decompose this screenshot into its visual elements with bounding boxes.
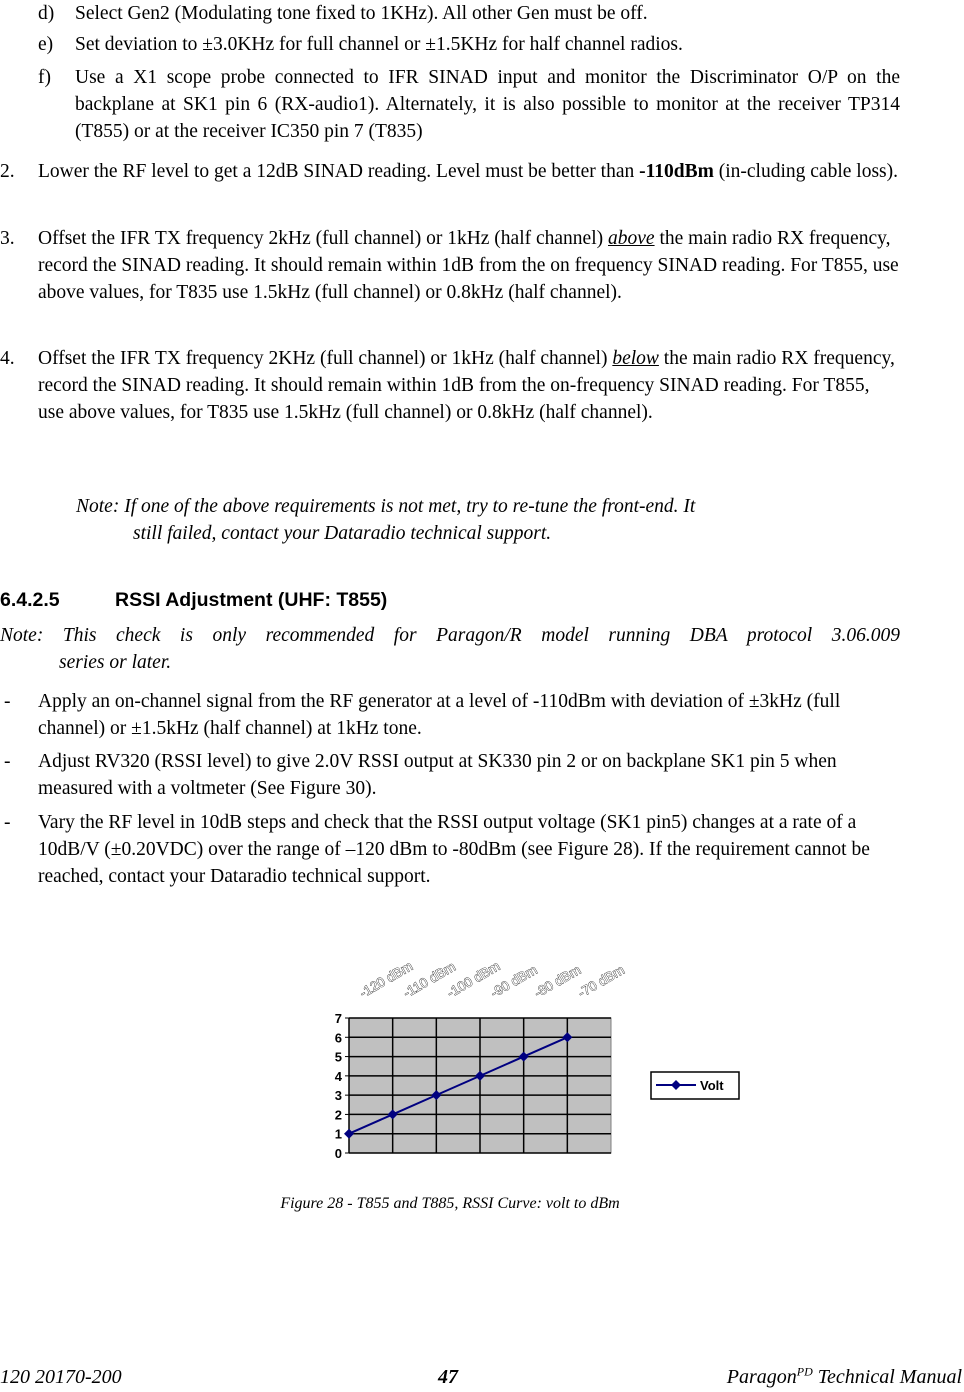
document-number: 120 20170-200 bbox=[0, 1366, 122, 1388]
level-value: -110dBm bbox=[639, 161, 714, 182]
emphasis-above: above bbox=[608, 228, 655, 249]
y-tick-label: 5 bbox=[334, 1049, 342, 1065]
step-number: 4. bbox=[0, 348, 15, 369]
y-tick-label: 4 bbox=[334, 1068, 342, 1084]
bullet-dash: - bbox=[4, 691, 11, 712]
step-text: Select Gen2 (Modulating tone fixed to 1KHz). All other Gen must be off. bbox=[75, 3, 648, 24]
note-line: series or later. bbox=[59, 652, 172, 673]
x-tick-label: -90 dBm bbox=[488, 962, 540, 1001]
step-number: 3. bbox=[0, 228, 15, 249]
x-tick-label: -120 dBm bbox=[357, 958, 416, 1001]
x-tick-label: -80 dBm bbox=[531, 962, 584, 1001]
chart-legend bbox=[651, 1072, 739, 1099]
emphasis-below: below bbox=[612, 348, 659, 369]
y-tick-label: 7 bbox=[334, 1011, 342, 1026]
page-number: 47 bbox=[438, 1366, 458, 1388]
bullet-dash: - bbox=[4, 812, 11, 833]
x-axis-ticks bbox=[357, 958, 627, 1000]
retune-note bbox=[76, 493, 836, 547]
section-number: 6.4.2.5 bbox=[0, 589, 60, 611]
figure-caption: Figure 28 - T855 and T885, RSSI Curve: volt to dBm bbox=[280, 1195, 620, 1212]
y-tick-label: 3 bbox=[334, 1088, 342, 1104]
y-tick-label: 6 bbox=[334, 1030, 342, 1046]
x-tick-label: -70 dBm bbox=[575, 962, 628, 1001]
protocol-note bbox=[0, 622, 900, 676]
instruction-text: Apply an on-channel signal from the RF generator at a level of -110dBm with deviation of ±3kHz (full channel) or ±1.5kHz (half channel) at 1kHz tone. bbox=[38, 691, 841, 739]
instruction-text: Adjust RV320 (RSSI level) to give 2.0V RSSI output at SK330 pin 2 or on backplane SK1 pin 5 when measured with a voltmeter (See Figure 30). bbox=[38, 751, 837, 799]
y-tick-label: 1 bbox=[334, 1126, 342, 1142]
y-tick-label: 2 bbox=[334, 1107, 342, 1123]
step-text: Set deviation to ±3.0KHz for full channel or ±1.5KHz for half channel radios. bbox=[75, 34, 683, 55]
rssi-curve-chart bbox=[300, 930, 760, 1170]
step-label: f) bbox=[38, 67, 51, 88]
manual-title: Paragon$^{PD}$ Technical Manual bbox=[726, 1364, 962, 1388]
note-line: still failed, contact your Dataradio technical support. bbox=[133, 523, 552, 544]
x-tick-label: -100 dBm bbox=[444, 958, 503, 1001]
x-tick-label: -110 dBm bbox=[400, 958, 458, 1001]
step-text: Use a X1 scope probe connected to IFR SINAD input and monitor the Discriminator O/P on the backplane at SK1 pin 6 (RX-audio1). Alternately, it is also possible to monitor at the receiver TP314 (T855) or at the receiver IC350 pin 7 (T835) bbox=[75, 67, 900, 142]
step-text: Lower the RF level to get a 12dB SINAD reading. Level must be better than -110dBm (in-cluding cable loss). bbox=[38, 161, 898, 182]
step-number: 2. bbox=[0, 161, 15, 182]
instruction-text: Vary the RF level in 10dB steps and check that the RSSI output voltage (SK1 pin5) changes at a rate of a 10dB/V (±0.20VDC) over the range of –120 dBm to -80dBm (see Figure 28). If the requirement cannot be reached, contact your Dataradio technical support. bbox=[38, 812, 870, 887]
step-text: Offset the IFR TX frequency 2kHz (full channel) or 1kHz (half channel) above the main radio RX frequency, record the SINAD reading. It should remain within 1dB from the on frequency SINAD reading. For T855, use above values, for T835 use 1.5kHz (full channel) or 0.8kHz (half channel). bbox=[38, 228, 899, 303]
note-line: Note: This check is only recommended for Paragon/R model running DBA protocol 3.06.009 bbox=[0, 625, 900, 646]
step-label: e) bbox=[38, 34, 54, 55]
y-axis-ticks bbox=[335, 1011, 349, 1161]
step-label: d) bbox=[38, 3, 55, 24]
note-line: Note: If one of the above requirements is not met, try to re-tune the front-end. It bbox=[76, 496, 696, 517]
legend-label: Volt bbox=[700, 1078, 724, 1093]
y-tick-label: 0 bbox=[334, 1146, 342, 1161]
step-text: Offset the IFR TX frequency 2KHz (full channel) or 1kHz (half channel) below the main radio RX frequency, record the SINAD reading. It should remain within 1dB from the on-frequency SINAD reading. For T855, use above values, for T835 use 1.5kHz (full channel) or 0.8kHz (half channel). bbox=[38, 348, 895, 423]
section-title: RSSI Adjustment (UHF: T855) bbox=[115, 589, 388, 611]
bullet-dash: - bbox=[4, 751, 11, 772]
